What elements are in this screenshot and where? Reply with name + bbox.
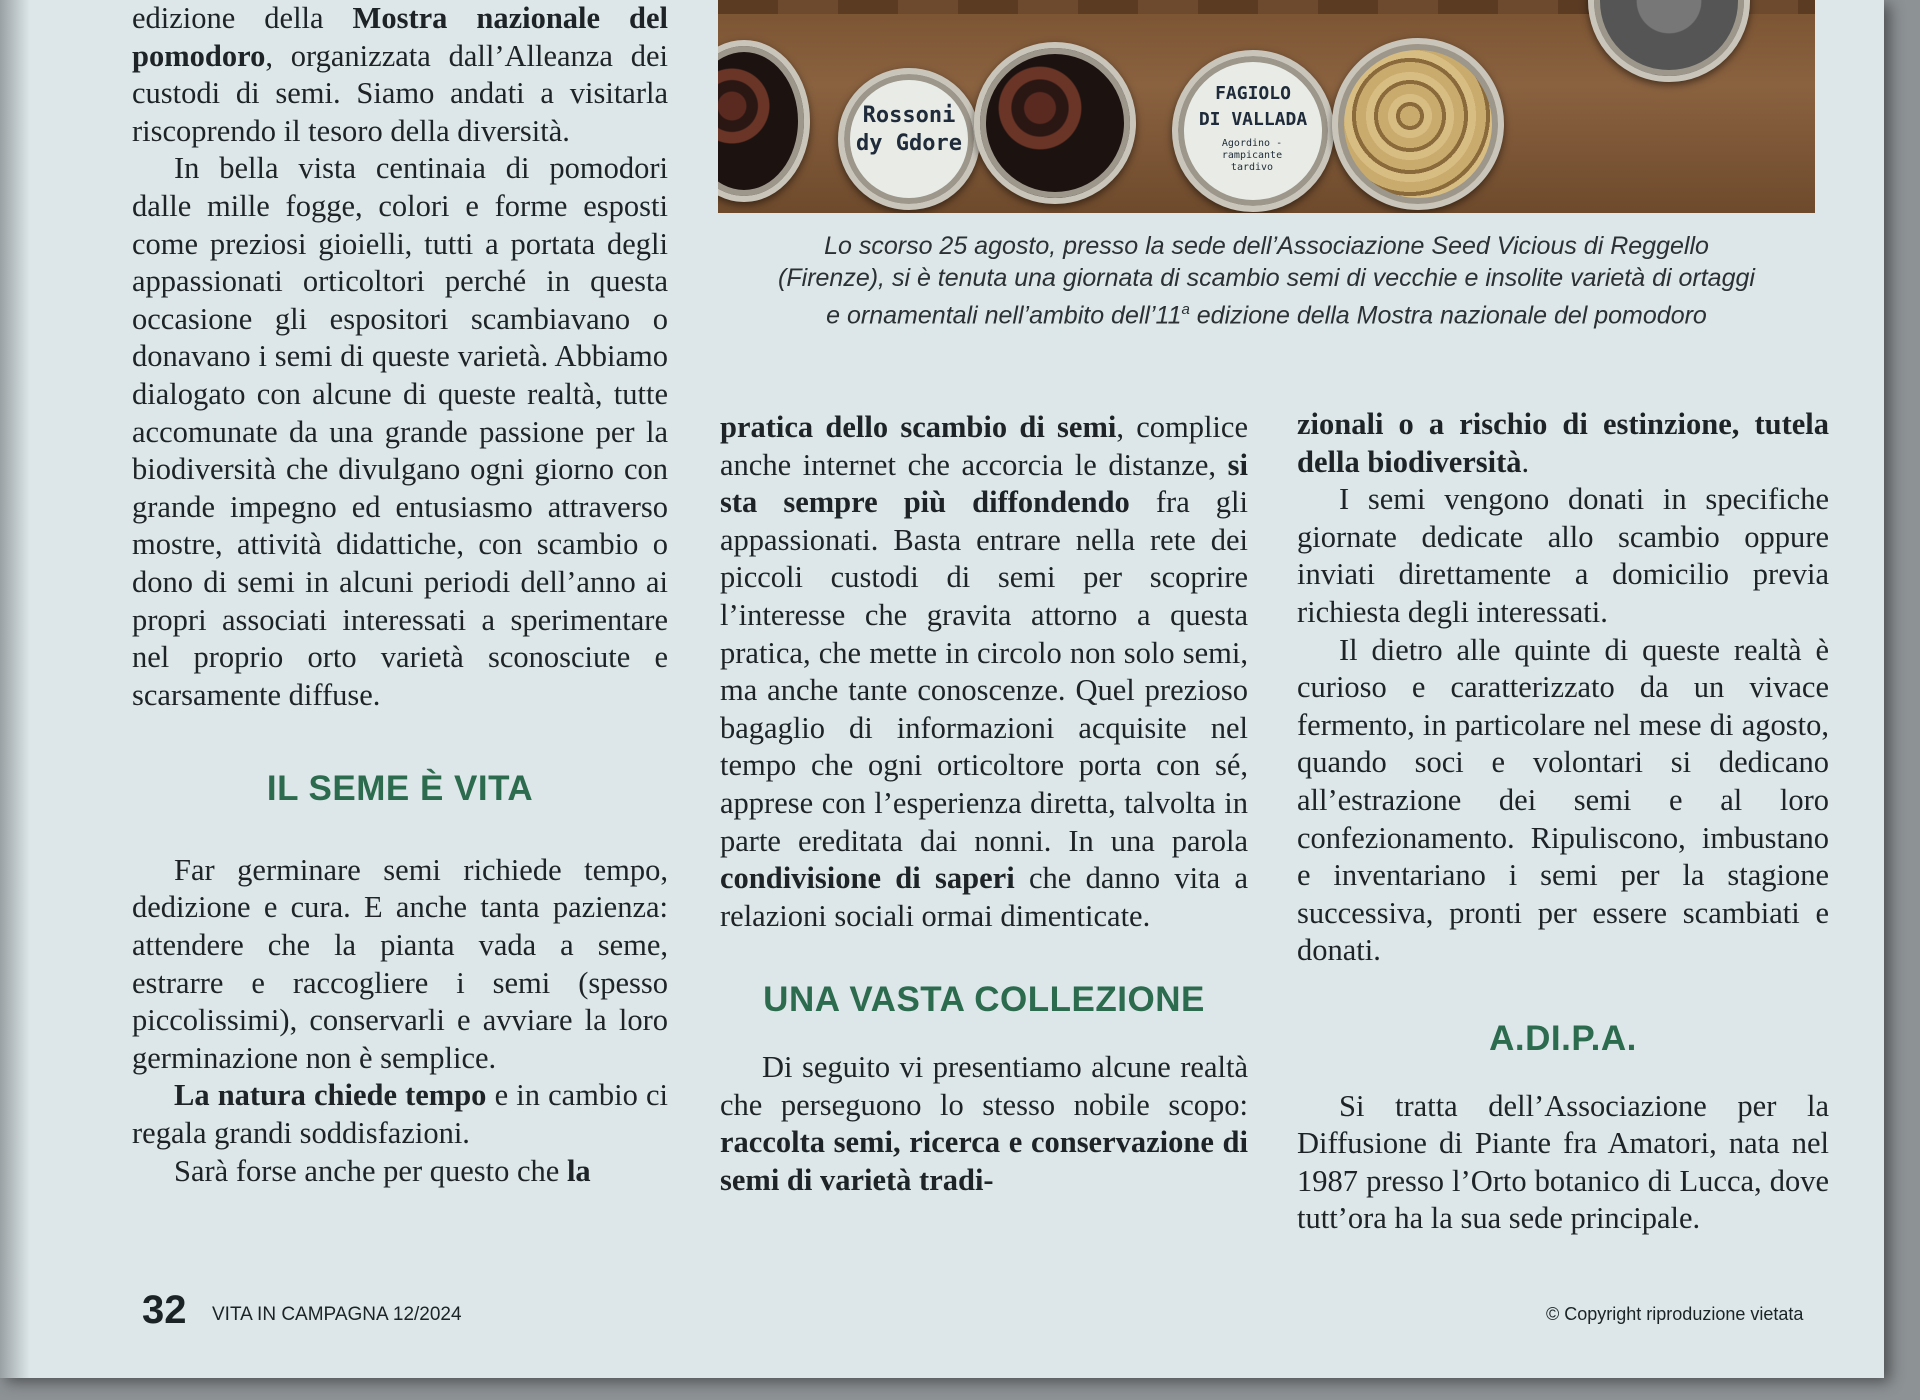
photo-caption [718, 230, 1815, 331]
heading-adipa: A.DI.P.A. [1489, 1018, 1637, 1058]
col3-paragraph-2: I semi vengono donati in specifiche giornate dedicate allo scambio oppure inviati direttamente a domicilio previa richiesta degli interessati. [1297, 482, 1829, 629]
caption-line-2: (Firenze), si è tenuta una giornata di scambio semi di vecchie e insolite varietà di ortaggi [778, 264, 1755, 292]
jar-label-fagiolo [1172, 50, 1334, 212]
jar-label-rossoni [838, 68, 980, 210]
col3-paragraph-4: Si tratta dell’Associazione per la Diffusione di Piante fra Amatori, nata nel 1987 presso l’Orto botanico di Lucca, dove tutt’ora ha la sua sede principale. [1297, 1088, 1829, 1236]
col1-paragraph-3: Far germinare semi richiede tempo, dedizione e cura. E anche tanta pazienza: attendere che la pianta vada a seme, estrarre e raccogliere i semi (spesso piccolissimi), conservarli e avviare la loro germinazione non è semplice. [132, 852, 668, 1075]
col1-paragraph-2: In bella vista centinaia di pomodori dalle mille fogge, colori e forme esposti come preziosi gioielli, tutti a portata degli appassionati orticoltori perché in questa occasione gli espositori scambiavano o donavano i semi di queste varietà. Abbiamo dialogato con alcune di queste realtà, tutte accomunate da una grande passione per la biodiversità che divulgano ogni giorno con grande impegno ed entusiasmo attraverso mostre, attività didattiche, con scambio o dono di semi in alcuni periodi dell’anno ai propri associati interessati a sperimentare nel proprio orto varietà sconosciute e scarsamente diffuse. [132, 151, 668, 712]
jar-light-beans [1332, 38, 1504, 210]
magazine-issue: VITA IN CAMPAGNA 12/2024 [212, 1304, 462, 1325]
jar-label-fagiolo-line2: DI VALLADA [1198, 109, 1308, 130]
column-1 [132, 0, 668, 1190]
jar-grey-seeds [1588, 0, 1750, 82]
jar-label-rossoni-text: Rossoni dy Gdore [856, 103, 962, 156]
col2-paragraph-1: pratica dello scambio di semi, complice anche internet che accorcia le distanze, si sta sempre più diffondendo fra gli appassionati. Basta entrare nella rete dei piccoli custodi di semi per scoprire l’interesse che gravita attorno a questa pratica, che mette in circolo non solo semi, ma anche tante conoscenze. Quel prezioso bagaglio di informazioni acquisite nel tempo che ogni orticoltore porta con sé, apprese con l’esperienza diretta, talvolta in parte ereditata dai nonni. In una parola condivisione di saperi che danno vita a relazioni sociali ormai dimenticate. [720, 410, 1248, 933]
jar-label-fagiolo-line3: Agordino - rampicante tardivo [1221, 138, 1283, 173]
col1-paragraph-1: edizione della Mostra nazionale del pomodoro, organizzata dall’Alleanza dei custodi di semi. Siamo andati a visitarla riscoprendo il tesoro della diversità. [132, 1, 668, 148]
jar-dark-beans [974, 42, 1136, 204]
col3-paragraph-1: zionali o a rischio di estinzione, tutela della biodiversità. [1297, 407, 1829, 479]
caption-line-1: Lo scorso 25 agosto, presso la sede dell’Associazione Seed Vicious di Reggello [824, 232, 1709, 260]
jar-partial-left [718, 40, 810, 202]
page-number: 32 [142, 1288, 187, 1332]
jar-label-fagiolo-line1: FAGIOLO [1215, 83, 1291, 104]
heading-il-seme-e-vita: IL SEME È VITA [266, 769, 534, 809]
col1-paragraph-5: Sarà forse anche per questo che la [174, 1153, 591, 1188]
col1-paragraph-4: La natura chiede tempo e in cambio ci regala grandi soddisfazioni. [132, 1078, 669, 1151]
caption-line-3: e ornamentali nell’ambito dell’11$^a$ edizione della Mostra nazionale del pomodoro [826, 301, 1707, 330]
col3-paragraph-3: Il dietro alle quinte di queste realtà è curioso e caratterizzato da un vivace fermento, in particolare nel mese di agosto, quando soci e volontari si dedicano all’estrazione dei semi e al loro confezionamento. Ripuliscono, imbustano e inventariano i semi per la stagione successiva, pronti per essere scambiati e donati. [1297, 632, 1829, 968]
heading-una-vasta-collezione: UNA VASTA COLLEZIONE [763, 980, 1205, 1020]
column-2 [720, 409, 1248, 1199]
column-3 [1297, 406, 1829, 1238]
copyright-notice: © Copyright riproduzione vietata [1546, 1304, 1804, 1324]
page-gutter [0, 0, 30, 1378]
seed-jars-photo [718, 0, 1815, 213]
col2-paragraph-2: Di seguito vi presentiamo alcune realtà che perseguono lo stesso nobile scopo: raccolta semi, ricerca e conservazione di semi di varietà tradi- [720, 1049, 1248, 1197]
